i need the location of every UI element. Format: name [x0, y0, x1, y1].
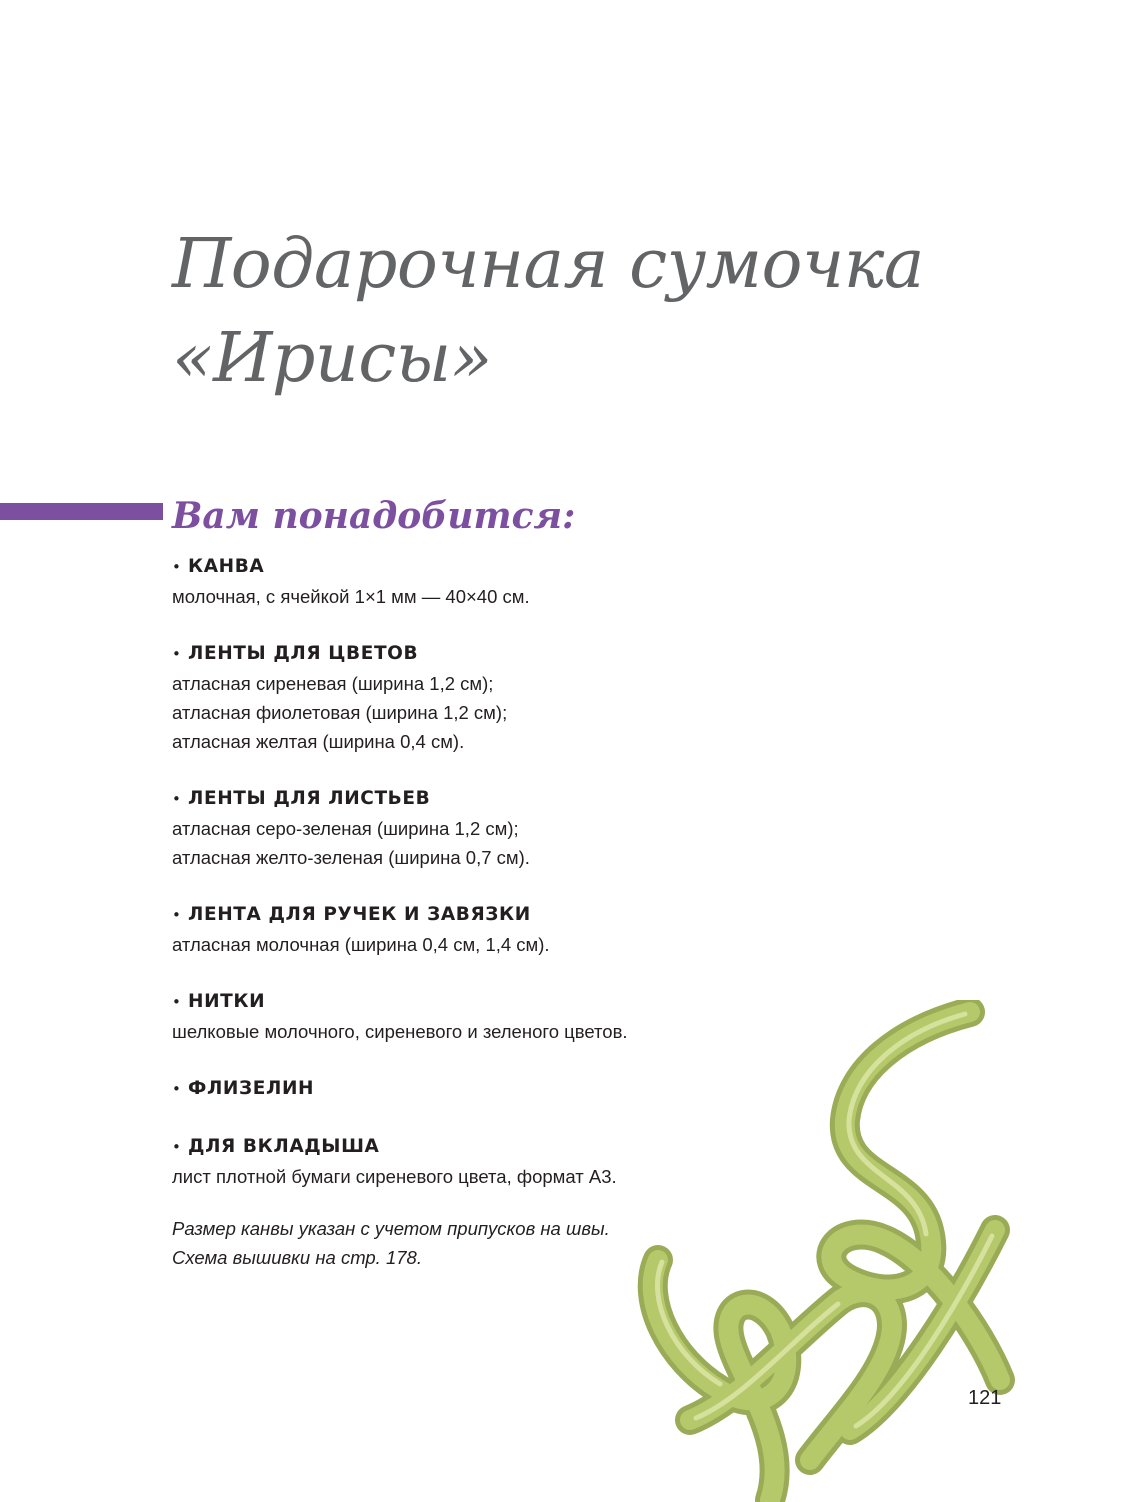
- material-title: • ЛЕНТА ДЛЯ РУЧЕК И ЗАВЯЗКИ: [172, 900, 732, 930]
- material-line: атласная фиолетовая (ширина 1,2 см);: [172, 702, 508, 723]
- material-line: атласная серо-зеленая (ширина 1,2 см);: [172, 818, 519, 839]
- note-line-1: Размер канвы указан с учетом припусков на швы.: [172, 1218, 610, 1239]
- page-title-line-2: «Ирисы»: [172, 319, 492, 398]
- material-title: • КАНВА: [172, 552, 732, 582]
- bullet-icon: •: [172, 645, 182, 663]
- material-title: • ЛЕНТЫ ДЛЯ ЛИСТЬЕВ: [172, 784, 732, 814]
- page-title-line-1: Подарочная сумочка: [172, 225, 924, 304]
- material-line: атласная сиреневая (ширина 1,2 см);: [172, 673, 494, 694]
- green-satin-ribbon-icon: [600, 1000, 1030, 1502]
- material-line: атласная молочная (ширина 0,4 см, 1,4 см).: [172, 934, 550, 955]
- material-item-canvas: [172, 552, 732, 611]
- page-title: [172, 218, 924, 406]
- material-line: атласная желтая (ширина 0,4 см).: [172, 731, 465, 752]
- bullet-icon: •: [172, 906, 182, 924]
- bullet-icon: •: [172, 558, 182, 576]
- section-heading: Вам понадобится:: [172, 495, 576, 537]
- bullet-icon: •: [172, 790, 182, 808]
- material-line: шелковые молочного, сиреневого и зеленого цветов.: [172, 1021, 628, 1042]
- material-item-flower-ribbons: [172, 639, 732, 756]
- material-line: лист плотной бумаги сиреневого цвета, формат А3.: [172, 1166, 617, 1187]
- material-title: • ЛЕНТЫ ДЛЯ ЦВЕТОВ: [172, 639, 732, 669]
- note-line-2: Схема вышивки на стр. 178.: [172, 1247, 422, 1268]
- material-title: • НИТКИ: [172, 987, 732, 1017]
- material-item-handle-ribbon: [172, 900, 732, 959]
- page-number: 121: [968, 1387, 1002, 1409]
- bullet-icon: •: [172, 1080, 182, 1098]
- material-line: атласная желто-зеленая (ширина 0,7 см).: [172, 847, 530, 868]
- material-item-leaf-ribbons: [172, 784, 732, 872]
- bullet-icon: •: [172, 1138, 182, 1156]
- material-title: • ДЛЯ ВКЛАДЫША: [172, 1132, 732, 1162]
- material-title: • ФЛИЗЕЛИН: [172, 1074, 732, 1104]
- bullet-icon: •: [172, 993, 182, 1011]
- material-line: молочная, с ячейкой 1×1 мм — 40×40 см.: [172, 586, 530, 607]
- section-accent-bar: [0, 503, 163, 520]
